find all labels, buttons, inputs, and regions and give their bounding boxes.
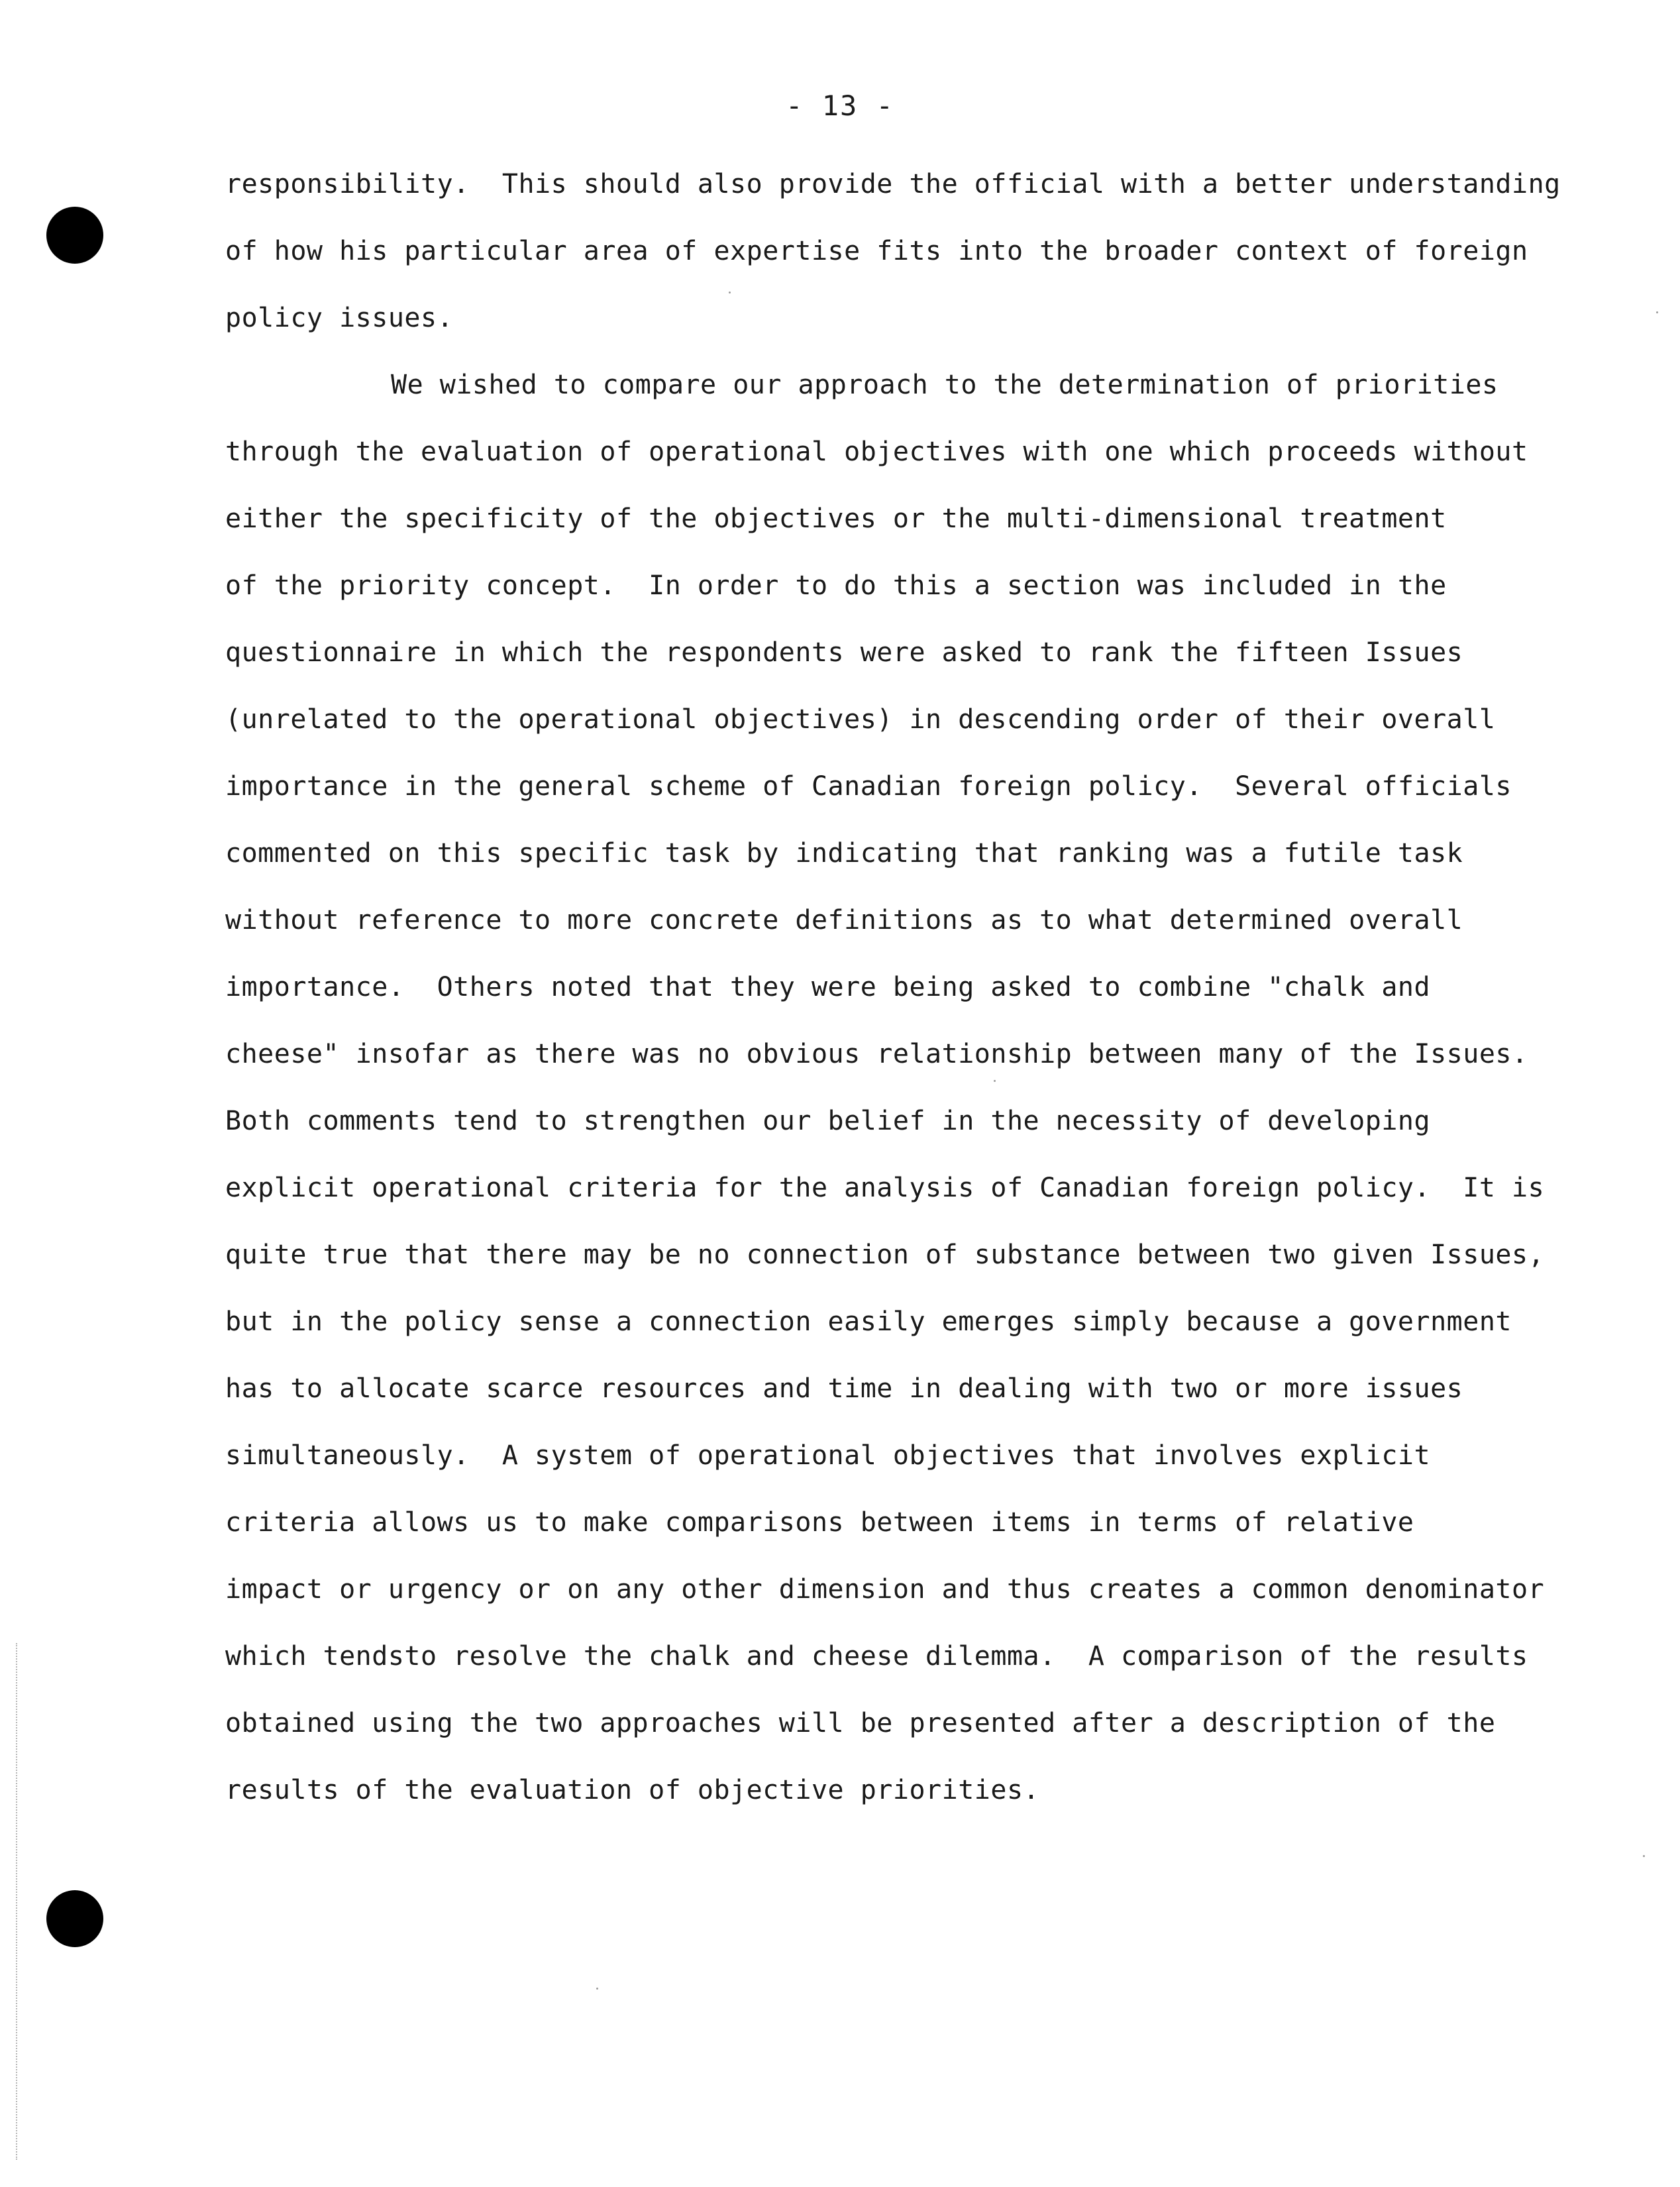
text-line: questionnaire in which the respondents were asked to rank the fifteen Issues (225, 637, 1463, 668)
text-line: through the evaluation of operational objectives with one which proceeds without (225, 437, 1528, 467)
text-line: which tendsto resolve the chalk and cheese dilemma. A comparison of the results (225, 1641, 1528, 1672)
scan-speck (1643, 1855, 1645, 1857)
text-line: cheese" insofar as there was no obvious relationship between many of the Issues. (225, 1039, 1528, 1069)
text-line: but in the policy sense a connection easily emerges simply because a government (225, 1307, 1512, 1337)
text-line: Both comments tend to strengthen our belief in the necessity of developing (225, 1106, 1431, 1136)
text-line: of the priority concept. In order to do this a section was included in the (225, 570, 1447, 601)
body-paragraphs (225, 151, 1610, 1824)
punch-hole-bottom (46, 1890, 103, 1947)
punch-hole-top (46, 207, 103, 264)
text-line: importance. Others noted that they were being asked to combine "chalk and (225, 972, 1431, 1002)
scan-speck (596, 1988, 598, 1990)
text-line: without reference to more concrete definitions as to what determined overall (225, 905, 1463, 935)
text-line: impact or urgency or on any other dimension and thus creates a common denominator (225, 1574, 1545, 1605)
scan-edge-marks (16, 1643, 19, 2160)
scan-speck (1656, 311, 1658, 313)
text-line: criteria allows us to make comparisons between items in terms of relative (225, 1507, 1414, 1538)
text-line: policy issues. (225, 303, 454, 333)
text-line: quite true that there may be no connection of substance between two given Issues, (225, 1240, 1545, 1270)
text-line: of how his particular area of expertise fits into the broader context of foreign (225, 236, 1528, 266)
text-line: has to allocate scarce resources and time in dealing with two or more issues (225, 1373, 1463, 1404)
text-line: commented on this specific task by indicating that ranking was a futile task (225, 838, 1463, 869)
page-number: - 13 - (786, 89, 894, 122)
text-line: We wished to compare our approach to the determination of priorities (391, 370, 1498, 400)
text-line: results of the evaluation of objective priorities. (225, 1775, 1040, 1805)
text-line: importance in the general scheme of Canadian foreign policy. Several officials (225, 771, 1512, 802)
text-line: either the specificity of the objectives or the multi-dimensional treatment (225, 504, 1447, 534)
text-line: responsibility. This should also provide the official with a better understanding (225, 169, 1561, 199)
text-line: simultaneously. A system of operational objectives that involves explicit (225, 1440, 1431, 1471)
text-line: (unrelated to the operational objectives) in descending order of their overall (225, 704, 1496, 735)
text-line: obtained using the two approaches will be presented after a description of the (225, 1708, 1496, 1738)
text-line: explicit operational criteria for the analysis of Canadian foreign policy. It is (225, 1173, 1545, 1203)
